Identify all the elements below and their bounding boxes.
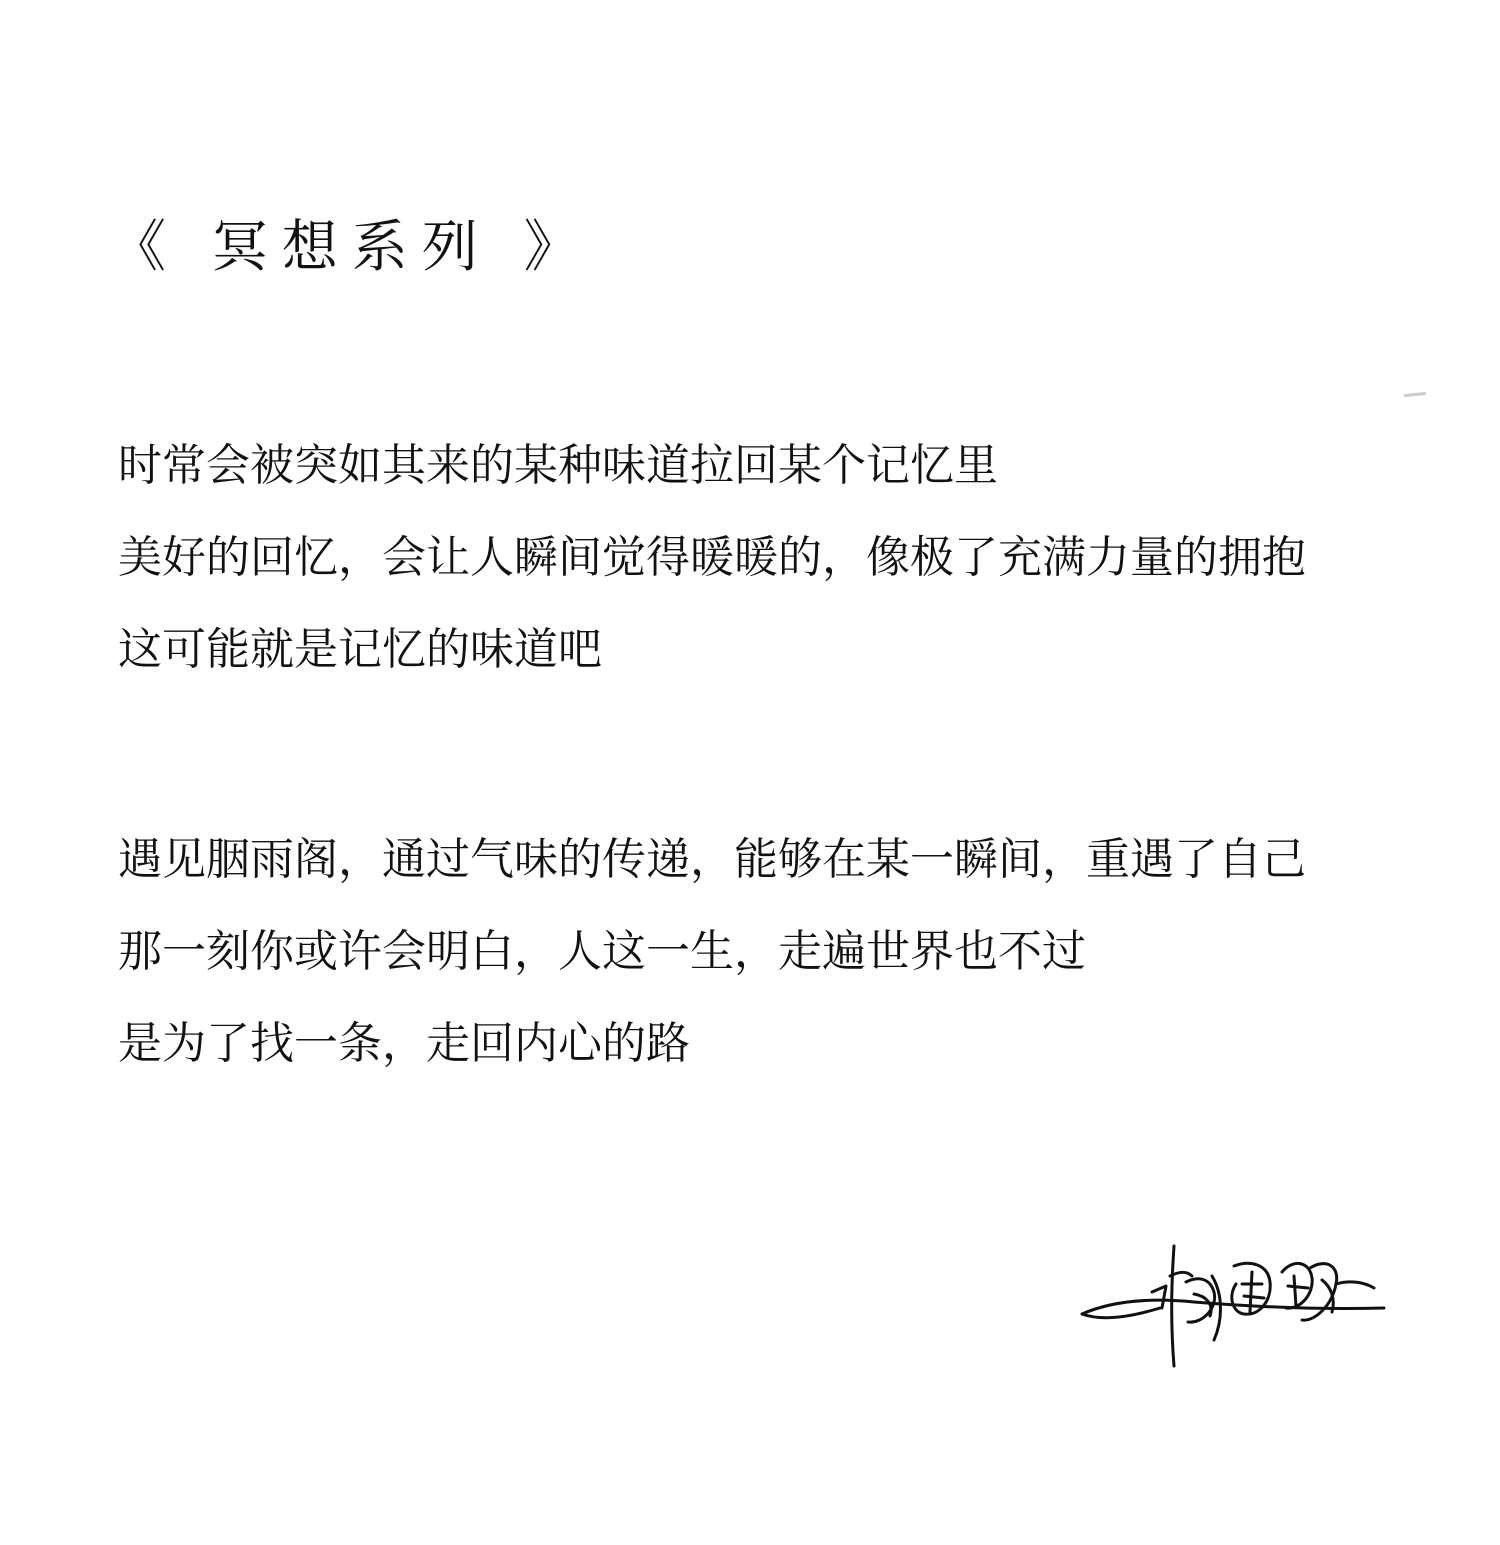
paragraph-line: 时常会被突如其来的某种味道拉回某个记忆里: [118, 440, 998, 491]
paragraph-line: 遇见胭雨阁，通过气味的传递，能够在某一瞬间，重遇了自己: [118, 834, 1306, 885]
paragraph-line: 这可能就是记忆的味道吧: [118, 624, 602, 675]
paragraph-1: [118, 420, 1418, 696]
corner-mark: [1404, 392, 1426, 397]
paragraph-2: [118, 814, 1418, 1090]
paragraph-line: 美好的回忆，会让人瞬间觉得暖暖的，像极了充满力量的拥抱: [118, 532, 1306, 583]
paragraph-line: 是为了找一条，走回内心的路: [118, 1018, 690, 1069]
handwritten-signature-icon: [1074, 1236, 1394, 1376]
paragraph-line: 那一刻你或许会明白，人这一生，走遍世界也不过: [118, 926, 1086, 977]
document-title: 《 冥想系列 》: [110, 215, 594, 280]
